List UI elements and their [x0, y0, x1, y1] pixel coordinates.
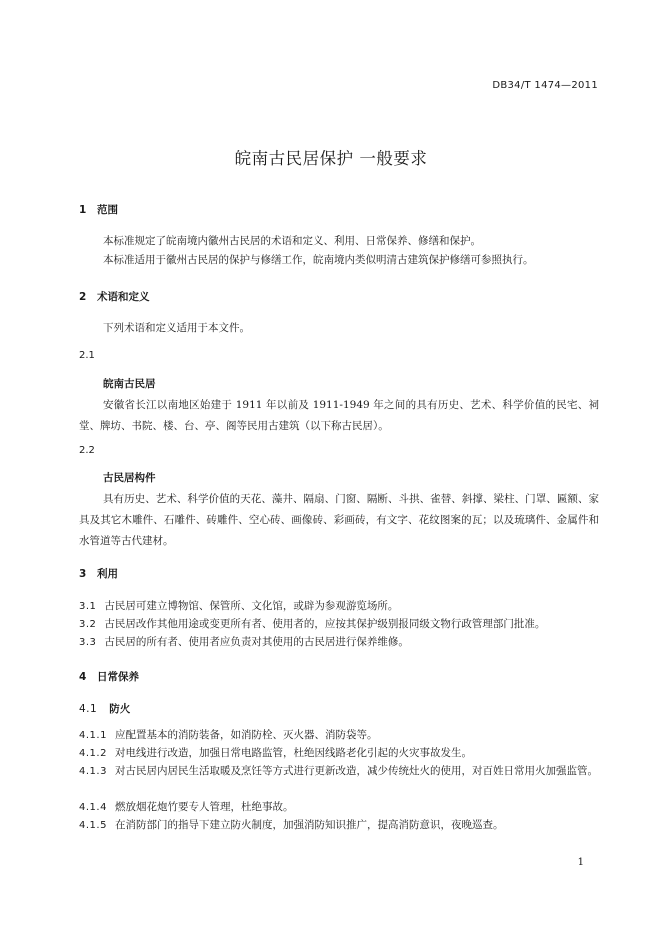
term-2-1-number: 2.1: [79, 350, 95, 361]
clause-text: 古民居改作其他用途或变更所有者、使用者的，应按其保护级别报同级文物行政管理部门批准。: [104, 618, 546, 630]
section-title: 范围: [97, 204, 118, 216]
page-number: 1: [577, 857, 584, 868]
term-2-2-number: 2.2: [79, 445, 95, 456]
clause-text: 古民居可建立博物馆、保管所、文化馆，或辟为参观游览场所。: [104, 600, 399, 612]
clause-4-1-3: [79, 761, 599, 782]
clause-number: 4.1.3: [79, 766, 107, 777]
clause-text: 在消防部门的指导下建立防火制度，加强消防知识推广，提高消防意识，夜晚巡查。: [114, 819, 504, 831]
clause-text: 对电线进行改造，加强日常电路监管，杜绝因线路老化引起的火灾事故发生。: [114, 747, 472, 759]
section-2-heading: [79, 289, 150, 304]
clause-text: 古民居的所有者、使用者应负责对其使用的古民居进行保养维修。: [104, 636, 409, 648]
document-code: DB34/T 1474—2011: [492, 80, 598, 91]
subsection-title: 防火: [109, 703, 131, 715]
section-number: 1: [79, 204, 87, 216]
subsection-4-1-heading: [79, 701, 130, 716]
clause-4-1-5: [79, 815, 599, 836]
clause-number: 4.1.5: [79, 820, 107, 831]
scope-paragraph-1: 本标准规定了皖南境内徽州古民居的术语和定义、利用、日常保养、修缮和保护。: [103, 235, 481, 247]
clause-number: 3.1: [79, 601, 97, 612]
section-number: 4: [79, 671, 87, 683]
clause-number: 4.1.1: [79, 730, 107, 741]
section-3-heading: [79, 566, 118, 581]
term-2-1-title: 皖南古民居: [103, 378, 156, 390]
clause-text: 应配置基本的消防装备，如消防栓、灭火器、消防袋等。: [114, 729, 378, 741]
clause-3-3: [79, 632, 599, 653]
scope-paragraph-2: 本标准适用于徽州古民居的保护与修缮工作，皖南境内类似明清古建筑保护修缮可参照执行。: [103, 254, 534, 266]
section-4-heading: [79, 669, 139, 684]
clause-number: 3.3: [79, 637, 97, 648]
page-title: 皖南古民居保护 一般要求: [234, 149, 428, 168]
clause-number: 4.1.2: [79, 748, 107, 759]
subsection-number: 4.1: [79, 703, 98, 715]
section-title: 利用: [97, 568, 118, 580]
section-number: 2: [79, 291, 87, 303]
section-number: 3: [79, 568, 87, 580]
section-title: 日常保养: [97, 671, 139, 683]
term-2-1-definition: 安徽省长江以南地区始建于 1911 年以前及 1911-1949 年之间的具有历史、艺术、科学价值的民宅、祠堂、牌坊、书院、楼、台、亭、阁等民用古建筑（以下称古民居）。: [79, 399, 599, 432]
clause-text: 对古民居内居民生活取暖及烹饪等方式进行更新改造，减少传统灶火的使用，对百姓日常用火加强监管。: [114, 765, 598, 777]
section-1-heading: [79, 202, 118, 217]
clause-number: 4.1.4: [79, 802, 107, 813]
term-2-2-definition: 具有历史、艺术、科学价值的天花、藻井、隔扇、门窗、隔断、斗拱、雀替、斜撑、梁柱、门罩、匾额、家具及其它木雕件、石雕件、砖雕件、空心砖、画像砖、彩画砖，有文字、花纹图案的瓦；以及琉璃件、金属件和水管道等古代建材。: [79, 493, 599, 547]
term-2-2-title: 古民居构件: [103, 472, 156, 484]
clause-text: 燃放烟花炮竹要专人管理，杜绝事故。: [114, 801, 294, 813]
clause-number: 3.2: [79, 619, 97, 630]
section-title: 术语和定义: [97, 291, 150, 303]
terms-intro: 下列术语和定义适用于本文件。: [103, 322, 250, 334]
